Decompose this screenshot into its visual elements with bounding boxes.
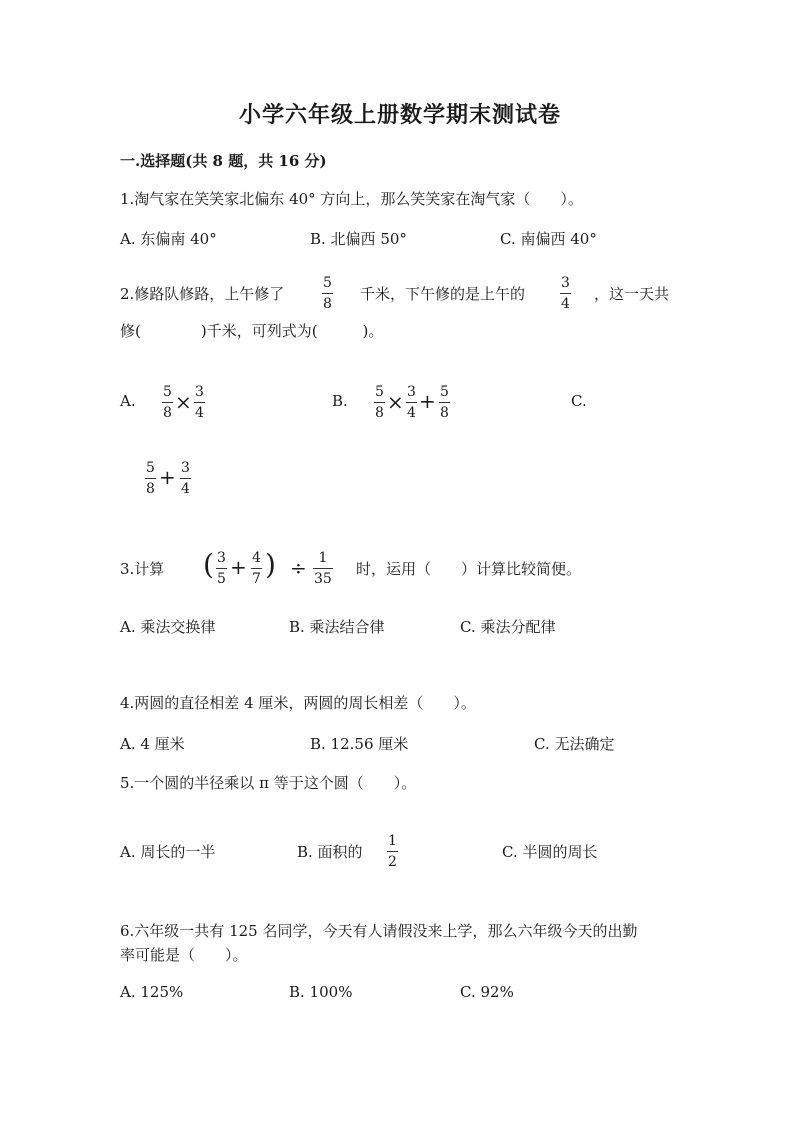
- fraction-numerator: 3: [561, 275, 570, 291]
- question-2-option-a-label: A.: [120, 392, 136, 410]
- question-3-option-a: A. 乘法交换律: [120, 618, 216, 636]
- question-5-text: 5.一个圆的半径乘以 π 等于这个圆（ ）。: [120, 774, 417, 792]
- question-3-fraction-1: [216, 551, 227, 586]
- fraction-numerator: 5: [146, 460, 155, 476]
- fraction-numerator: 3: [217, 550, 226, 566]
- fraction-numerator: 5: [440, 384, 449, 400]
- plus-sign: +: [159, 465, 176, 489]
- question-2-text-end: ，这一天共: [594, 285, 670, 303]
- plus-sign: +: [419, 389, 436, 413]
- fraction-denominator: 4: [561, 296, 570, 312]
- fraction-denominator: 5: [217, 571, 226, 587]
- fraction-denominator: 8: [440, 405, 449, 421]
- question-4-option-c: C. 无法确定: [534, 735, 615, 753]
- question-2-text-middle: 千米，下午修的是上午的: [360, 285, 526, 303]
- division-sign: ÷: [290, 556, 307, 580]
- fraction-denominator: 4: [181, 481, 190, 497]
- option-b-fraction-2: [406, 385, 417, 420]
- question-3-text-end: 时，运用（ ）计算比较简便。: [356, 560, 582, 578]
- question-3-option-b: B. 乘法结合律: [289, 618, 385, 636]
- option-c-fraction-2: [180, 461, 191, 496]
- option-b-fraction-1: [374, 385, 385, 420]
- fraction-denominator: 8: [163, 405, 172, 421]
- times-sign: ×: [175, 390, 192, 414]
- question-6-text-line1: 6.六年级一共有 125 名同学，今天有人请假没来上学，那么六年级今天的出勤: [120, 922, 638, 940]
- fraction-denominator: 2: [388, 854, 397, 870]
- question-4-option-b: B. 12.56 厘米: [310, 735, 409, 753]
- question-4-option-a: A. 4 厘米: [120, 735, 185, 753]
- fraction-numerator: 5: [163, 384, 172, 400]
- question-2-option-c-label: C.: [571, 392, 587, 410]
- fraction-numerator: 5: [375, 384, 384, 400]
- fraction-denominator: 8: [146, 481, 155, 497]
- option-b-fraction-3: [439, 385, 450, 420]
- fraction-denominator: 8: [375, 405, 384, 421]
- option-a-fraction-2: [194, 385, 205, 420]
- fraction-denominator: 8: [323, 296, 332, 312]
- fraction-denominator: 4: [407, 405, 416, 421]
- right-parenthesis: ): [265, 548, 276, 581]
- question-2-fraction-three-quarters: [560, 276, 571, 311]
- question-5-option-b: B. 面积的: [297, 843, 363, 861]
- question-1-option-b: B. 北偏西 50°: [310, 230, 407, 248]
- question-3-text-start: 3.计算: [120, 560, 165, 578]
- question-6-option-c: C. 92%: [460, 983, 514, 1001]
- question-6-text-line2: 率可能是（ ）。: [120, 946, 248, 964]
- question-6-option-b: B. 100%: [289, 983, 353, 1001]
- fraction-numerator: 1: [318, 550, 328, 566]
- question-3-option-c: C. 乘法分配律: [460, 618, 556, 636]
- question-2-option-b-label: B.: [332, 392, 348, 410]
- fraction-denominator: 7: [252, 571, 261, 587]
- question-1-option-c: C. 南偏西 40°: [500, 230, 597, 248]
- fraction-numerator: 1: [388, 833, 397, 849]
- question-5-option-a: A. 周长的一半: [120, 843, 216, 861]
- question-3-fraction-2: [251, 551, 262, 586]
- left-parenthesis: (: [203, 548, 214, 581]
- times-sign: ×: [387, 390, 404, 414]
- fraction-denominator: 4: [195, 405, 204, 421]
- question-4-text: 4.两圆的直径相差 4 厘米，两圆的周长相差（ ）。: [120, 694, 476, 712]
- option-a-fraction-1: [162, 385, 173, 420]
- fraction-denominator: 35: [314, 571, 332, 587]
- option-c-fraction-1: [145, 461, 156, 496]
- question-5-option-c: C. 半圆的周长: [502, 843, 598, 861]
- question-2-text-line2: 修( )千米，可列式为( )。: [120, 322, 384, 340]
- question-2-fraction-five-eighths: [322, 276, 333, 311]
- fraction-numerator: 3: [407, 384, 416, 400]
- fraction-numerator: 4: [252, 550, 261, 566]
- question-1-text: 1.淘气家在笑笑家北偏东 40° 方向上，那么笑笑家在淘气家（ ）。: [120, 190, 583, 208]
- fraction-numerator: 5: [323, 275, 332, 291]
- question-1-option-a: A. 东偏南 40°: [120, 230, 217, 248]
- fraction-numerator: 3: [181, 460, 190, 476]
- question-3-fraction-3: [313, 551, 333, 586]
- question-5-fraction-one-half: [387, 834, 398, 869]
- page-title: 小学六年级上册数学期末测试卷: [238, 102, 561, 128]
- question-2-text-start: 2.修路队修路，上午修了: [120, 285, 285, 303]
- plus-sign: +: [230, 555, 247, 579]
- fraction-numerator: 3: [195, 384, 204, 400]
- section-heading: 一.选择题(共 8 题，共 16 分): [120, 152, 327, 170]
- question-6-option-a: A. 125%: [120, 983, 184, 1001]
